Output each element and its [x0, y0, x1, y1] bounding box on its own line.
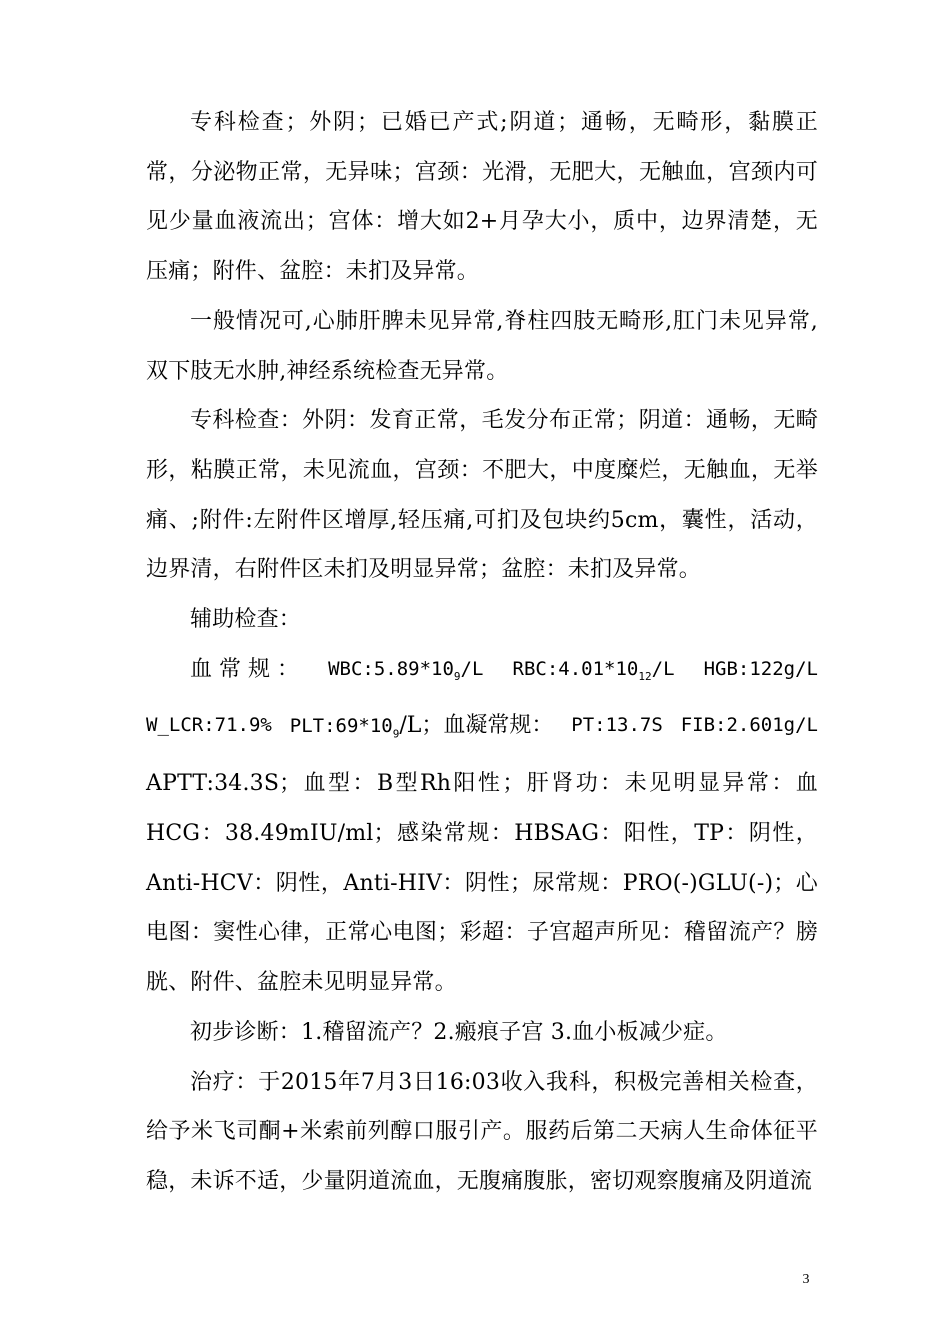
document-body	[146, 98, 818, 1207]
paragraph-treatment: 治疗：于2015年7月3日16:03收入我科，积极完善相关检查，给予米飞司酮+米索前列醇口服引产。服药后第二天病人生命体征平稳，未诉不适，少量阴道流血，无腹痛腹胀，密切观察腹痛及阴道流	[146, 1069, 818, 1194]
paragraph-specialist-exam-2: 专科检查：外阴：发育正常，毛发分布正常；阴道：通畅，无畸形，粘膜正常，未见流血，宫颈：不肥大，中度糜烂，无触血，无举痛、;附件:左附件区增厚,轻压痛,可扪及包块约5cm，囊性，活动，边界清，右附件区未扪及明显异常；盆腔：未扪及异常。	[146, 408, 818, 583]
pt-value: PT:13.7S	[571, 714, 663, 737]
rbc-value: $RBC:4.01*10_{12}/L$	[512, 657, 675, 683]
plt-value: $PLT:69*10_9/L$；血凝常规：	[289, 713, 554, 741]
page-number: 3	[802, 1272, 810, 1287]
paragraph-specialist-exam-1: 专科检查；外阴；已婚已产式;阴道；通畅，无畸形，黏膜正常，分泌物正常，无异味；宫颈：光滑，无肥大，无触血，宫颈内可见少量血液流出；宫体：增大如2+月孕大小，质中，边界清楚，无压痛；附件、盆腔：未扪及异常。	[146, 110, 818, 285]
paragraph-lab-results: APTT:34.3S；血型：B型Rh阳性；肝肾功：未见明显异常：血HCG：38.49mIU/ml；感染常规：HBSAG：阳性，TP：阴性，Anti-HCV：阴性，Anti-HIV：阴性；尿常规：PRO(-)GLU(-)；心电图：窦性心律，正常心电图；彩超：子宫超声所见：稽留流产？膀胱、附件、盆腔未见明显异常。	[146, 771, 818, 996]
wbc-value: $WBC:5.89*10_9/L$	[328, 657, 484, 683]
paragraph-preliminary-diagnosis: 初步诊断：1.稽留流产？2.瘢痕子宫 3.血小板减少症。	[190, 1019, 728, 1045]
blood-routine-label: 血 常 规 ：	[190, 656, 299, 682]
lab-row-blood-routine	[146, 645, 818, 702]
paragraph-auxiliary-heading: 辅助检查：	[190, 607, 302, 633]
fib-value: FIB:2.601g/L	[680, 714, 818, 737]
paragraph-general-exam: 一般情况可,心肺肝脾未见异常,脊柱四肢无畸形,肛门未见异常,双下肢无水肿,神经系统检查无异常。	[146, 308, 818, 384]
hgb-value: HGB:122g/L	[703, 657, 818, 680]
wlcr-value: W_LCR:71.9%	[146, 714, 272, 737]
lab-row-platelet-coag	[146, 701, 818, 759]
